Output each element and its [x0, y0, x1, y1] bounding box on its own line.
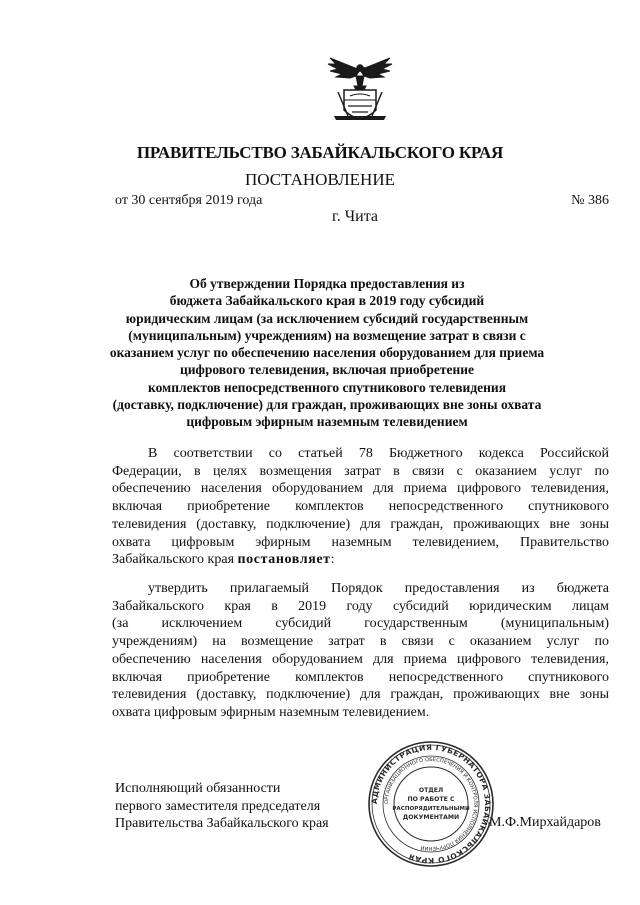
stamp-outer-text: АДМИНИСТРАЦИЯ ГУБЕРНАТОРА ЗАБАЙКАЛЬСКОГО КРАЯ	[369, 742, 493, 866]
subject-line: юридическим лицам (за исключением субсидий государственным	[125, 310, 529, 326]
government-title: ПРАВИТЕЛЬСТВО ЗАБАЙКАЛЬСКОГО КРАЯ	[136, 143, 504, 162]
document-type: ПОСТАНОВЛЕНИЕ	[244, 170, 395, 189]
subject-line: (доставку, подключение) для граждан, проживающих вне зоны охвата	[112, 397, 542, 413]
resolution-line: Забайкальского края в 2019 году субсидий юридическим лицам	[112, 598, 609, 614]
subject-line: оказанием услуг по обеспечению населения оборудованием для приема	[109, 345, 545, 361]
resolution-line: утвердить прилагаемый Порядок предоставления из бюджета	[148, 581, 609, 596]
resolution-paragraph	[112, 580, 609, 722]
svg-text:ОРГАНИЗАЦИОННОГО ОБЕСПЕЧЕНИЯ И	[384, 757, 478, 851]
stamp-center-line: РАСПОРЯДИТЕЛЬНЫМИ	[392, 806, 470, 812]
stamp-center-line: ОТДЕЛ	[418, 787, 444, 794]
resolution-line: учреждениям) на возмещение затрат в связи с оказанием услуг по	[112, 634, 609, 650]
subject-line: Об утверждении Порядка предоставления из	[189, 276, 465, 291]
signatory-title-line: Исполняющий обязанности	[115, 781, 281, 796]
document-city: г. Чита	[331, 208, 378, 225]
subject-line: бюджета Забайкальского края в 2019 году субсидий	[169, 293, 485, 309]
stamp-center-line: ДОКУМЕНТАМИ	[402, 814, 460, 821]
coat-of-arms-icon	[326, 56, 394, 128]
resolution-line: обеспечению населения оборудованием для приема цифрового телевидения,	[112, 651, 609, 667]
signatory-name: М.Ф.Мирхайдаров	[489, 815, 601, 830]
preamble-line: охвата цифровым эфирным наземным телевидением, Правительство	[112, 534, 609, 550]
subject-line: комплектов непосредственного спутникового телевидения	[147, 379, 507, 395]
resolution-keyword: постановляет	[237, 552, 331, 568]
signatory-title-line: первого заместителя председателя	[115, 798, 321, 814]
stamp-inner-text: ОРГАНИЗАЦИОННОГО ОБЕСПЕЧЕНИЯ И КОНТРОЛЯ ИСПОЛНЕНИЯ ПОРУЧЕНИЙ	[383, 756, 479, 852]
subject-line: цифрового телевидения, включая приобретение	[179, 362, 475, 378]
preamble-text: Забайкальского края	[112, 552, 238, 568]
signatory-title-line: Правительства Забайкальского края	[115, 816, 329, 831]
preamble-line: обеспечению населения оборудованием для приема цифрового телевидения,	[112, 481, 609, 497]
stamp-center-line: ПО РАБОТЕ С	[407, 796, 455, 803]
preamble-colon: :	[330, 552, 335, 568]
signatory-title	[115, 780, 329, 833]
document-number: № 386	[571, 193, 609, 208]
preamble-line: Федерации, в целях возмещения затрат в связи с оказанием услуг по	[112, 463, 609, 479]
resolution-line: телевидения (доставку, подключение) для граждан, проживающих вне зоны	[112, 687, 609, 703]
preamble-line: включая приобретение комплектов непосредственного спутникового	[112, 499, 609, 515]
subject-line: цифровым эфирным наземным телевидением	[186, 414, 468, 430]
document-subject	[92, 275, 562, 431]
official-stamp	[367, 740, 495, 868]
subject-line: (муниципальным) учреждениям) на возмещение затрат в связи с	[128, 327, 526, 343]
resolution-line: включая приобретение комплектов непосредственного спутникового	[112, 669, 609, 685]
preamble-line-final	[112, 551, 609, 569]
document-date: от 30 сентября 2019 года	[115, 193, 263, 208]
preamble-paragraph	[112, 445, 609, 569]
preamble-line: телевидения (доставку, подключение) для граждан, проживающих вне зоны	[112, 516, 609, 532]
resolution-line: охвата цифровым эфирным наземным телевидением.	[112, 704, 430, 720]
preamble-line: В соответствии со статьей 78 Бюджетного кодекса Российской	[148, 446, 609, 461]
resolution-line: (за исключением субсидий государственным (муниципальным)	[112, 616, 609, 632]
